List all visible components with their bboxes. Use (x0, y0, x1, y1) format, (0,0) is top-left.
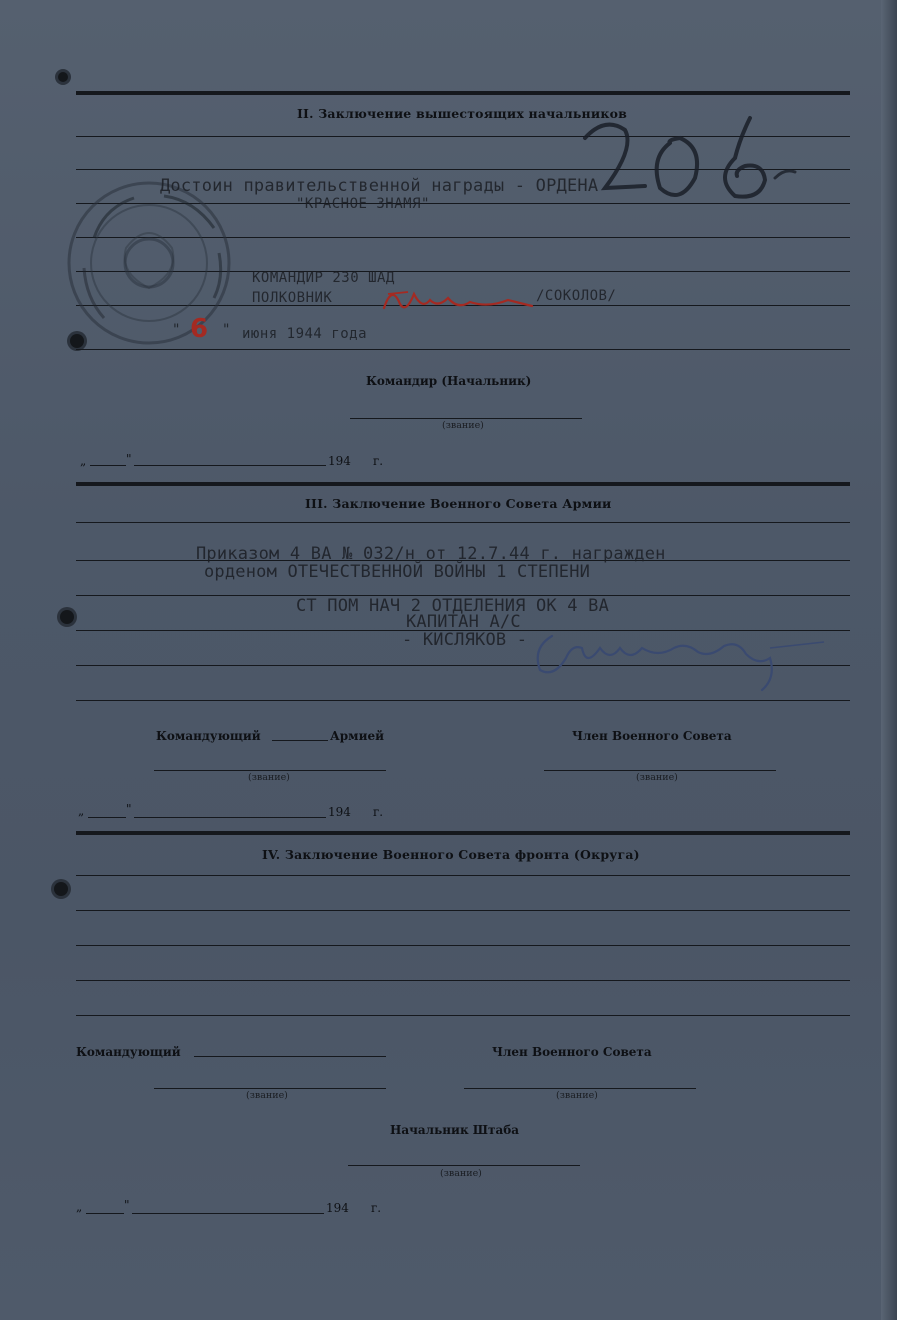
rank-caption: (звание) (440, 1168, 482, 1179)
typed-line: "КРАСНОЕ ЗНАМЯ" (296, 196, 430, 212)
commander-label: Командующий (76, 1045, 181, 1059)
date-suffix: г. (373, 805, 384, 819)
section-rule (76, 482, 850, 486)
binder-hole (60, 610, 74, 624)
council-label: Член Военного Совета (492, 1045, 652, 1059)
date-blank (90, 465, 126, 466)
binder-hole (54, 882, 68, 896)
date-prefix: „ (76, 1200, 83, 1214)
typed-line: КОМАНДИР 230 ШАД (252, 270, 395, 286)
typed-line: ПОЛКОВНИК (252, 290, 333, 306)
ruled-line (76, 875, 850, 876)
date-day: 6 (190, 314, 209, 344)
date-year: 194 (328, 805, 351, 819)
round-stamp (64, 178, 234, 348)
section3-heading: III. Заключение Военного Совета Армии (305, 496, 612, 511)
typed-line: СТ ПОМ НАЧ 2 ОТДЕЛЕНИЯ ОК 4 ВА (296, 596, 610, 616)
rank-caption: (звание) (442, 420, 484, 431)
date-quote: " (222, 322, 231, 338)
date-mid: " (126, 452, 132, 466)
council-label: Член Военного Совета (572, 729, 732, 743)
ruled-line (76, 700, 850, 701)
date-text: июня 1944 года (242, 326, 368, 342)
typed-line: - КИСЛЯКОВ - (402, 630, 528, 650)
date-blank (134, 465, 326, 466)
handwritten-number (575, 108, 805, 218)
ruled-line (76, 349, 850, 350)
ruled-line (76, 910, 850, 911)
page-edge (881, 0, 897, 1320)
ruled-line (76, 1015, 850, 1016)
signature-line (194, 1056, 386, 1057)
red-signature (378, 280, 538, 320)
date-suffix: г. (371, 1201, 382, 1215)
date-mid: " (126, 802, 132, 816)
section4-heading: IV. Заключение Военного Совета фронта (Округа) (262, 847, 640, 862)
typed-line: Достоин правительственной награды - ОРДЕНА (160, 176, 599, 196)
typed-line: орденом ОТЕЧЕСТВЕННОЙ ВОЙНЫ 1 СТЕПЕНИ (204, 562, 591, 582)
date-quote: " (172, 322, 181, 338)
rank-caption: (звание) (636, 772, 678, 783)
date-suffix: г. (373, 454, 384, 468)
binder-hole (58, 72, 68, 82)
date-prefix: „ (80, 454, 87, 468)
signature-line (154, 1088, 386, 1089)
signature-line (350, 418, 582, 419)
date-year: 194 (328, 454, 351, 468)
typed-name: /СОКОЛОВ/ (536, 288, 617, 304)
date-blank (88, 817, 126, 818)
signature-line (464, 1088, 696, 1089)
typed-line: КАПИТАН А/С (406, 612, 521, 632)
date-prefix: „ (78, 804, 85, 818)
date-blank (134, 817, 326, 818)
section-rule (76, 831, 850, 835)
date-mid: " (124, 1198, 130, 1212)
rank-caption: (звание) (248, 772, 290, 783)
date-blank (132, 1213, 324, 1214)
signature-line (154, 770, 386, 771)
rank-caption: (звание) (246, 1090, 288, 1101)
signature-line (348, 1165, 580, 1166)
date-blank (86, 1213, 124, 1214)
commander-label: Командир (Начальник) (366, 374, 532, 388)
signature-line (544, 770, 776, 771)
ruled-line (76, 945, 850, 946)
date-year: 194 (326, 1201, 349, 1215)
army-blank (272, 740, 328, 741)
blue-signature (526, 618, 826, 698)
ruled-line (76, 522, 850, 523)
section2-heading: II. Заключение вышестоящих начальников (297, 106, 627, 121)
commander-label: Командующий (156, 729, 261, 743)
section-rule (76, 91, 850, 95)
typed-line: Приказом 4 ВА № 032/н от 12.7.44 г. награжден (196, 544, 666, 564)
chief-label: Начальник Штаба (390, 1123, 520, 1137)
army-label: Армией (330, 729, 385, 743)
ruled-line (76, 980, 850, 981)
rank-caption: (звание) (556, 1090, 598, 1101)
